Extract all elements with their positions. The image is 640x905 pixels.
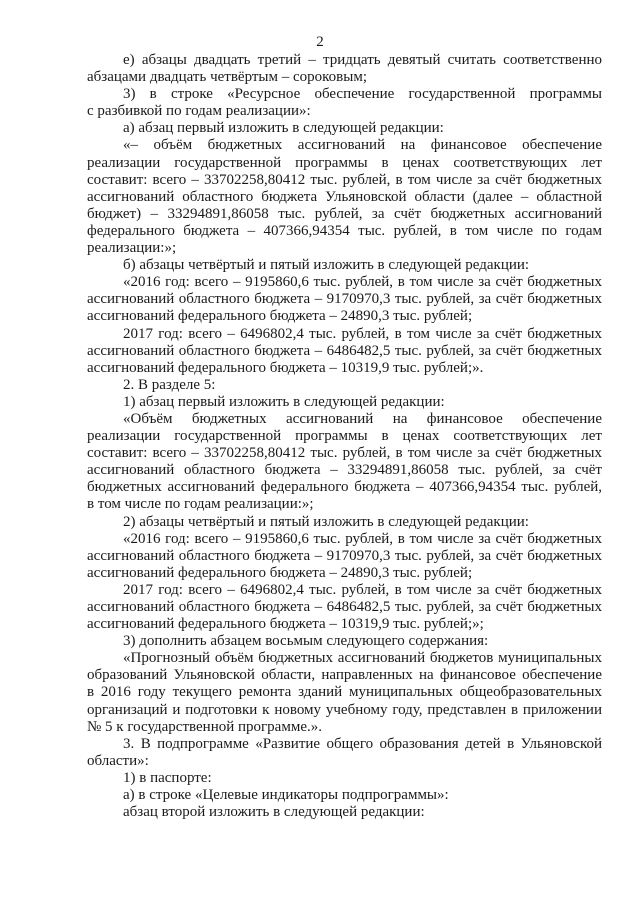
- text-line: 1) в паспорте:: [123, 769, 212, 786]
- document-body: [87, 52, 602, 821]
- text-line: е) абзацы двадцать третий – тридцать девятый считать соответственно: [123, 52, 602, 68]
- text-line: 3. В подпрограмме «Развитие общего образования детей в Ульяновской: [123, 735, 602, 752]
- text-line: б) абзацы четвёртый и пятый изложить в следующей редакции:: [123, 257, 530, 274]
- text-line: бюджетных ассигнований федерального бюджета – 407366,94354 тыс. рублей,: [87, 479, 602, 496]
- text-line: ассигнований областного бюджета – 6486482,5 тыс. рублей, за счёт бюджетных: [87, 599, 602, 615]
- text-line: организаций и подготовки к новому учебному году, представлен в приложении: [87, 701, 602, 718]
- text-line: 3) дополнить абзацем восьмым следующего содержания:: [123, 633, 489, 650]
- text-line: реализации:»;: [87, 240, 177, 257]
- text-line: ассигнований областного бюджета – 9170970,3 тыс. рублей, за счёт бюджетных: [87, 547, 602, 564]
- text-line: ассигнований областного бюджета – 6486482,5 тыс. рублей, за счёт бюджетных: [87, 342, 602, 359]
- text-line: 2. В разделе 5:: [123, 376, 216, 393]
- text-line: 1) абзац первый изложить в следующей редакции:: [123, 393, 445, 410]
- text-line: 2) абзацы четвёртый и пятый изложить в следующей редакции:: [123, 513, 529, 530]
- text-line: 3) в строке «Ресурсное обеспечение государственной программы: [123, 86, 602, 103]
- text-line: бюджет) – 33294891,86058 тыс. рублей, за счёт бюджетных ассигнований: [87, 205, 602, 222]
- text-line: «Объём бюджетных ассигнований на финансовое обеспечение: [123, 410, 602, 427]
- text-line: с разбивкой по годам реализации»:: [87, 103, 311, 120]
- text-line: «– объём бюджетных ассигнований на финансовое обеспечение: [123, 137, 602, 154]
- text-line: составит: всего – 33702258,80412 тыс. рублей, в том числе за счёт бюджетных: [87, 171, 602, 188]
- text-line: реализации государственной программы в ценах соответствующих лет: [87, 154, 602, 171]
- text-line: «2016 год: всего – 9195860,6 тыс. рублей, в том числе за счёт бюджетных: [123, 530, 602, 547]
- text-line: ассигнований федерального бюджета – 10319,9 тыс. рублей;».: [87, 359, 484, 376]
- text-line: реализации государственной программы в ценах соответствующих лет: [87, 428, 602, 445]
- text-line: 2017 год: всего – 6496802,4 тыс. рублей, в том числе за счёт бюджетных: [123, 325, 602, 342]
- text-line: федерального бюджета – 407366,94354 тыс. рублей, в том числе по годам: [87, 222, 602, 239]
- text-line: образований Ульяновской области, направленных на финансовое обеспечение: [87, 667, 602, 684]
- text-line: ассигнований областного бюджета – 9170970,3 тыс. рублей, за счёт бюджетных: [87, 291, 602, 308]
- text-line: а) абзац первый изложить в следующей редакции:: [123, 120, 444, 137]
- text-line: а) в строке «Целевые индикаторы подпрограммы»:: [123, 787, 449, 804]
- page-number: 2: [316, 34, 324, 50]
- text-line: абзац второй изложить в следующей редакции:: [123, 804, 425, 821]
- text-line: «2016 год: всего – 9195860,6 тыс. рублей, в том числе за счёт бюджетных: [123, 274, 602, 291]
- text-line: в 2016 году текущего ремонта зданий муниципальных общеобразовательных: [87, 684, 602, 701]
- text-line: ассигнований федерального бюджета – 24890,3 тыс. рублей;: [87, 564, 473, 581]
- text-line: области»:: [87, 752, 149, 769]
- text-line: ассигнований областного бюджета – 33294891,86058 тыс. рублей, за счёт: [87, 462, 602, 479]
- text-line: ассигнований федерального бюджета – 10319,9 тыс. рублей;»;: [87, 616, 484, 633]
- text-line: абзацами двадцать четвёртым – сороковым;: [87, 69, 368, 86]
- text-line: составит: всего – 33702258,80412 тыс. рублей, в том числе за счёт бюджетных: [87, 445, 602, 462]
- text-line: 2017 год: всего – 6496802,4 тыс. рублей, в том числе за счёт бюджетных: [123, 581, 602, 598]
- text-line: № 5 к государственной программе.».: [87, 718, 322, 735]
- text-line: ассигнований областного бюджета Ульяновской области (далее – областной: [87, 188, 602, 205]
- text-line: в том числе по годам реализации:»;: [87, 496, 314, 513]
- text-line: «Прогнозный объём бюджетных ассигнований бюджетов муниципальных: [123, 650, 602, 667]
- text-line: ассигнований федерального бюджета – 24890,3 тыс. рублей;: [87, 308, 473, 325]
